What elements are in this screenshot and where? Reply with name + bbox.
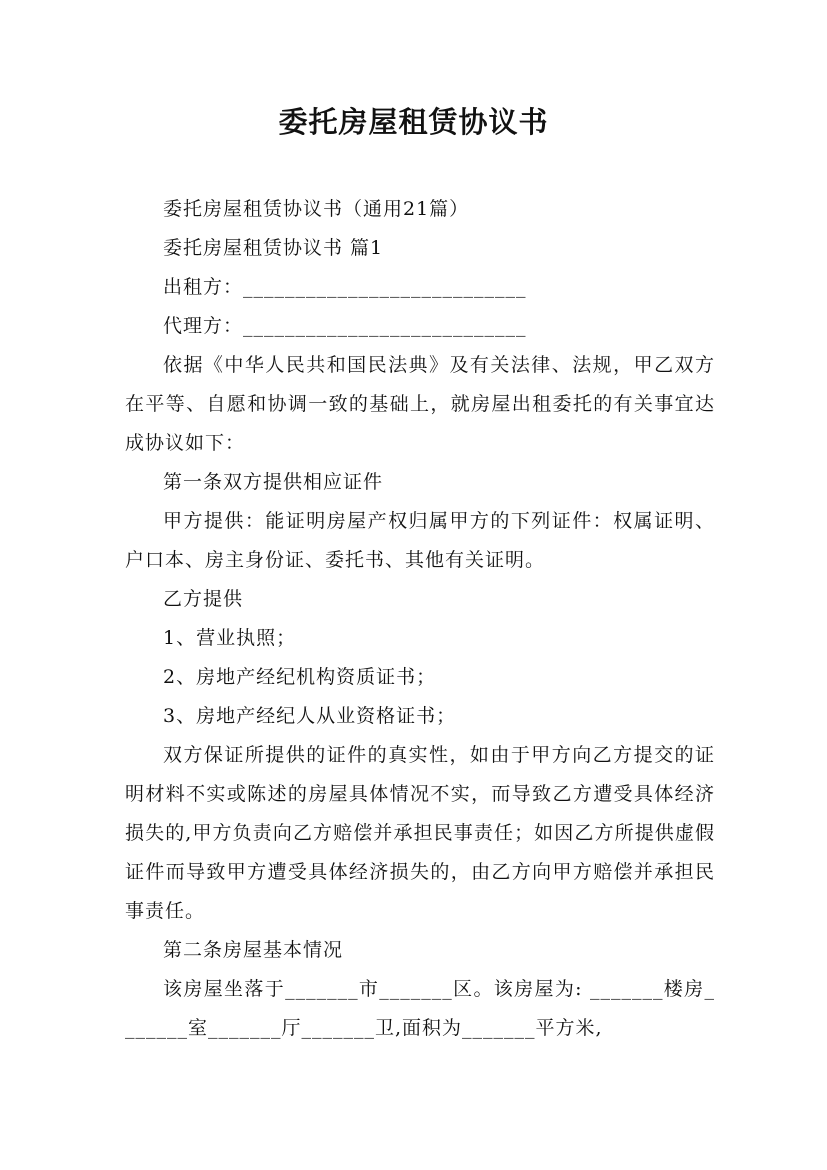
document-body bbox=[125, 190, 715, 1048]
article-2-heading: 第二条房屋基本情况 bbox=[163, 939, 344, 961]
document-title: 委托房屋租赁协议书 bbox=[278, 105, 549, 139]
list-item: 1、营业执照； bbox=[163, 627, 297, 649]
party-b-documents-heading: 乙方提供 bbox=[163, 588, 244, 610]
lessor-field: 出租方：___________________________ bbox=[163, 276, 527, 298]
subtitle-paragraph: 委托房屋租赁协议书（通用21篇） bbox=[163, 198, 470, 220]
party-a-documents-paragraph: 甲方提供：能证明房屋产权归属甲方的下列证件：权属证明、户口本、房主身份证、委托书、其他有关证明。 bbox=[125, 510, 715, 571]
article-1-heading: 第一条双方提供相应证件 bbox=[163, 471, 384, 493]
section-heading-1: 委托房屋租赁协议书 篇1 bbox=[163, 237, 384, 259]
property-location-paragraph: 该房屋坐落于_______市_______区。该房屋为: _______楼房_______室_______厅_______卫,面积为_______平方米, bbox=[125, 978, 715, 1039]
preamble-paragraph: 依据《中华人民共和国民法典》及有关法律、法规，甲乙双方在平等、自愿和协调一致的基础上，就房屋出租委托的有关事宜达成协议如下： bbox=[125, 354, 715, 454]
list-item: 3、房地产经纪人从业资格证书； bbox=[163, 705, 457, 727]
list-item: 2、房地产经纪机构资质证书； bbox=[163, 666, 437, 688]
authenticity-paragraph: 双方保证所提供的证件的真实性，如由于甲方向乙方提交的证明材料不实或陈述的房屋具体情况不实，而导致乙方遭受具体经济损失的,甲方负责向乙方赔偿并承担民事责任；如因乙方所提供虚假证件而导致甲方遭受具体经济损失的，由乙方向甲方赔偿并承担民事责任。 bbox=[125, 744, 715, 922]
agent-field: 代理方：___________________________ bbox=[163, 315, 527, 337]
